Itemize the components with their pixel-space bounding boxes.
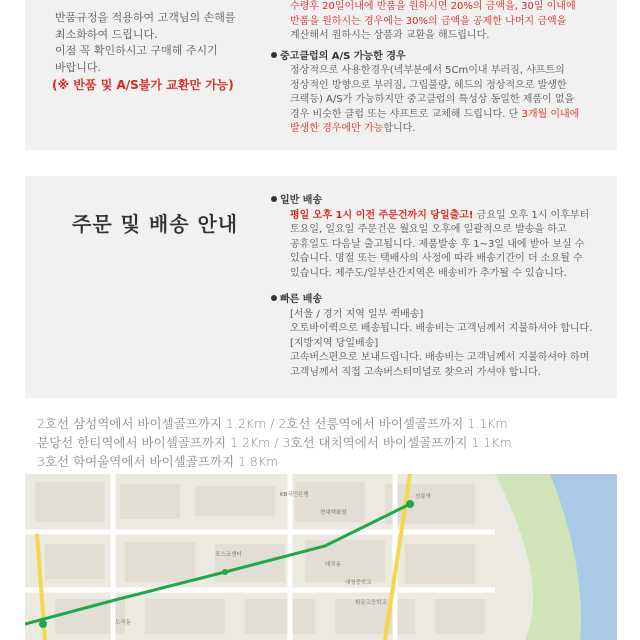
return-line-1: 수령후 20일이내에 반품을 원하시면 20%의 금액을, 30일 이내에 bbox=[290, 1, 576, 12]
used-club-line-4 bbox=[271, 108, 579, 123]
return-line-2-text: 반품을 원하시는 경우에는 30%의 금액을 공제한 나머지 금액을 bbox=[290, 15, 567, 27]
used-club-last-red: 발생한 경우에만 가능 bbox=[290, 123, 384, 134]
express-shipping-heading-text: 빠른 배송 bbox=[280, 294, 323, 305]
return-policy-left-text bbox=[55, 10, 236, 76]
general-shipping-heading-text: 일반 배송 bbox=[280, 195, 323, 206]
used-club-line-1: 정상적으로 사용한경우(넥부분에서 5Cm이내 부러짐, 샤프트의 bbox=[290, 65, 565, 76]
direction-line-1: 2호선 삼성역에서 바이셀골프까지 1.2Km / 2호선 선릉역에서 바이셀골프까지 1.1Km bbox=[37, 416, 508, 431]
left-line-2: 최소화하여 드립니다. bbox=[55, 27, 158, 41]
shipping-right-text bbox=[271, 194, 592, 380]
map-label-8: 도곡동 bbox=[115, 620, 131, 626]
map-label-2: 현대백화점 bbox=[320, 510, 347, 516]
bullet-icon bbox=[271, 196, 277, 202]
map-label-1: KB국민은행 bbox=[280, 492, 309, 498]
map-label-7: 대청중학교 bbox=[345, 580, 372, 586]
general-line-1-tail: 금요일 오후 1시 이후부터 bbox=[473, 209, 590, 221]
return-line-3: 계산해서 원하시는 상품과 교환을 해드립니다. bbox=[290, 30, 490, 41]
general-line-3: 공휴일도 다음날 출고됩니다. 제품발송 후 1~3일 내에 받아 보실 수 bbox=[290, 238, 585, 250]
shipping-title: 주문 및 배송 안내 bbox=[72, 212, 239, 236]
location-map[interactable] bbox=[25, 474, 617, 640]
map-label-4: 포스코센터 bbox=[215, 552, 242, 558]
direction-line-3: 3호선 학여울역에서 바이셀골프까지 1.8Km bbox=[37, 454, 279, 469]
used-club-red-tail: 3개월 이내에 bbox=[521, 108, 580, 120]
return-policy-right-text bbox=[271, 0, 579, 137]
express-line-1: [서울 / 경기 지역 일부 퀵배송] bbox=[290, 308, 424, 320]
bullet-icon bbox=[271, 52, 277, 58]
general-line-1 bbox=[271, 209, 592, 224]
used-club-line-4-text: 경우 비슷한 클럽 또는 샤프트로 교체해 드립니다. 단 bbox=[290, 108, 519, 120]
map-graphic bbox=[25, 474, 617, 640]
station-directions bbox=[37, 414, 512, 471]
general-shipping-heading bbox=[271, 194, 592, 209]
map-label-5: 대치동 bbox=[325, 562, 341, 568]
map-blocks bbox=[35, 482, 485, 634]
general-line-5: 있습니다. 제주도/일부산간지역은 배송비가 추가될 수 있습니다. bbox=[290, 267, 567, 279]
express-line-2: 오토바이퀵으로 배송됩니다. 배송비는 고객님께서 지불하셔야 합니다. bbox=[290, 323, 593, 334]
express-line-4: 고속버스편으로 보내드립니다. 배송비는 고객님께서 지불하셔야 하며 bbox=[290, 352, 590, 363]
express-line-5: 고객님께서 직접 고속버스터미널로 찾으러 가셔야 합니다. bbox=[290, 366, 541, 378]
direction-line-2: 분당선 한티역에서 바이셀골프까지 1.2Km / 3호선 대치역에서 바이셀골프까지 1.1Km bbox=[37, 435, 512, 450]
station-marker bbox=[39, 620, 47, 628]
general-line-4: 있습니다. 명절 또는 택배사의 사정에 따라 배송기간이 더 소요될 수 bbox=[290, 253, 583, 264]
used-club-heading bbox=[271, 50, 579, 65]
map-label-6: 휘문고등학교 bbox=[355, 600, 387, 606]
general-line-2: 토요일, 일요일 주문건은 월요일 오후에 일괄적으로 발송을 하고 bbox=[290, 224, 567, 235]
same-day-notice: 평일 오후 1시 이전 주문건까지 당일출고! bbox=[290, 209, 474, 221]
return-line-2 bbox=[271, 15, 579, 30]
map-label-3: 선릉역 bbox=[415, 494, 431, 500]
bullet-icon bbox=[271, 295, 277, 301]
left-line-4: 바랍니다. bbox=[55, 60, 102, 74]
express-shipping-heading bbox=[271, 293, 592, 308]
used-club-heading-text: 중고클럽의 A/S 가능한 경우 bbox=[280, 50, 406, 62]
used-club-line-5 bbox=[271, 122, 579, 137]
station-marker bbox=[222, 569, 228, 575]
used-club-line-3: 크랙등) A/S가 가능하지만 중고클럽의 특성상 동일한 제품이 없을 bbox=[290, 94, 575, 105]
used-club-last-tail: 합니다. bbox=[383, 123, 416, 134]
used-club-line-2: 정상적인 방향으로 부러짐, 그립불량, 헤드의 정상적으로 발생한 bbox=[290, 79, 567, 91]
left-line-3: 이점 꼭 확인하시고 구매해 주시기 bbox=[55, 44, 218, 57]
left-line-1: 반품규정을 적용하여 고객님의 손해를 bbox=[55, 11, 236, 24]
no-return-notice: (※ 반품 및 A/S불가 교환만 가능) bbox=[52, 78, 234, 92]
express-line-3: [지방지역 당일배송] bbox=[290, 337, 379, 349]
station-marker bbox=[406, 500, 414, 508]
